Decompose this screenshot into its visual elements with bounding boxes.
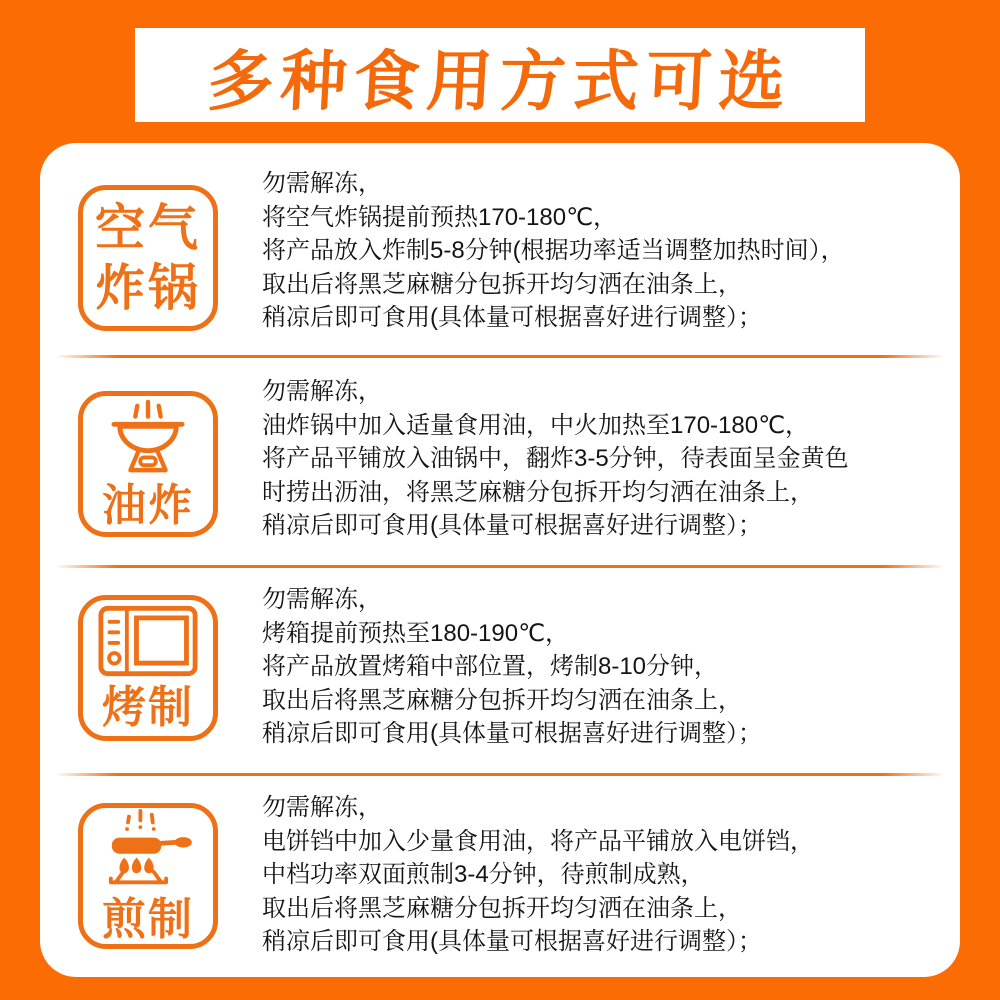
instruction-line: 稍凉后即可食用(具体量可根据喜好进行调整）； — [262, 512, 762, 539]
instruction-line: 将产品放入炸制5-8分钟(根据功率适当调整加热时间）， — [262, 237, 845, 264]
deep-fry-label: 油炸 — [102, 480, 194, 530]
air-fryer-label-line-1: 空气 — [95, 200, 201, 256]
bake-badge — [78, 595, 218, 741]
instruction-line: 勿需解冻， — [262, 378, 382, 405]
pan-fry-instructions — [262, 791, 952, 959]
instruction-line: 将产品平铺放入油锅中，翻炸3-5分钟，待表面呈金黄色 — [262, 445, 849, 472]
page-title: 多种食用方式可选 — [205, 43, 794, 118]
pan-fry-label: 煎制 — [102, 894, 194, 944]
instruction-line: 取出后将黑芝麻糖分包拆开均匀洒在油条上， — [262, 270, 742, 298]
air-fryer-badge — [78, 185, 218, 331]
bake-instructions — [262, 583, 952, 751]
deep-fry-badge — [78, 391, 218, 537]
instruction-line: 勿需解冻， — [262, 586, 382, 613]
bake-label: 烤制 — [102, 682, 194, 732]
instruction-line: 将产品放置烤箱中部位置，烤制8-10分钟， — [262, 653, 719, 680]
instruction-line: 将空气炸锅提前预热170-180℃， — [262, 203, 618, 231]
title-banner — [135, 28, 865, 122]
instruction-line: 稍凉后即可食用(具体量可根据喜好进行调整）； — [262, 928, 762, 955]
deep-fry-instructions — [262, 375, 952, 543]
air-fryer-instructions — [262, 167, 952, 335]
instruction-line: 勿需解冻， — [262, 794, 382, 821]
instruction-line: 烤箱提前预热至180-190℃， — [262, 619, 570, 647]
instruction-line: 电饼铛中加入少量食用油，将产品平铺放入电饼铛， — [262, 827, 814, 855]
instruction-line: 稍凉后即可食用(具体量可根据喜好进行调整）； — [262, 720, 762, 747]
oven-icon — [98, 605, 198, 682]
instruction-line: 稍凉后即可食用(具体量可根据喜好进行调整）； — [262, 304, 762, 331]
section-divider — [55, 773, 945, 776]
content-card — [40, 143, 960, 977]
section-divider — [55, 565, 945, 568]
wok-icon — [106, 399, 190, 480]
instruction-line: 时捞出沥油，将黑芝麻糖分包拆开均匀洒在油条上， — [262, 478, 814, 506]
instruction-line: 油炸锅中加入适量食用油，中火加热至170-180℃， — [262, 411, 810, 439]
section-divider — [55, 355, 945, 358]
instruction-line: 中档功率双面煎制3-4分钟，待煎制成熟， — [262, 861, 705, 888]
instruction-line: 取出后将黑芝麻糖分包拆开均匀洒在油条上， — [262, 894, 742, 922]
instruction-line: 取出后将黑芝麻糖分包拆开均匀洒在油条上， — [262, 686, 742, 714]
pan-fry-badge — [78, 803, 218, 949]
instruction-line: 勿需解冻， — [262, 170, 382, 197]
air-fryer-label-line-2: 炸锅 — [95, 260, 201, 316]
frying-pan-icon — [100, 809, 196, 894]
